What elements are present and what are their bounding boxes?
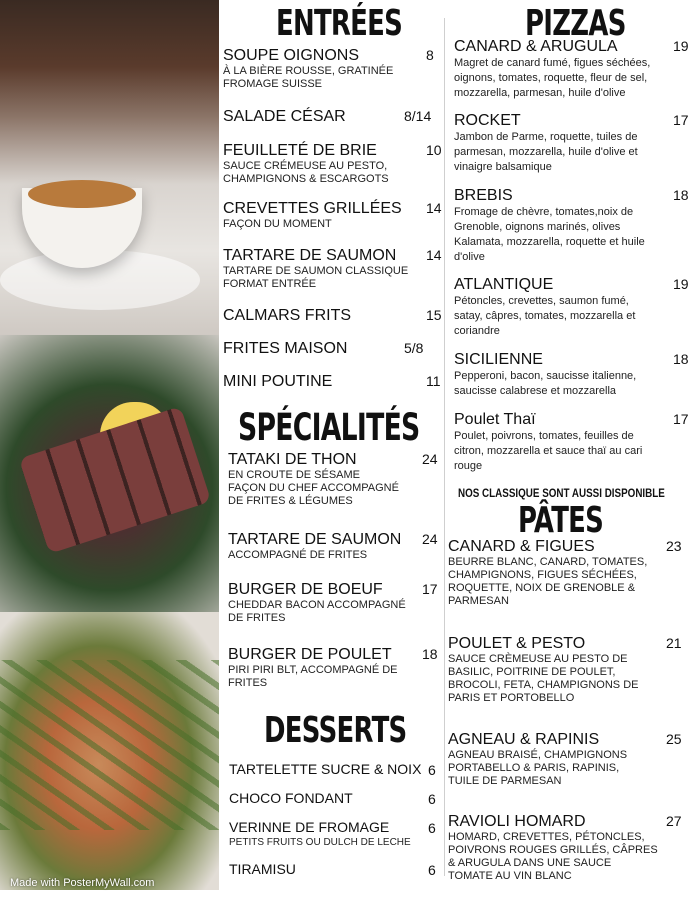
menu-item-name: AGNEAU & RAPINIS — [448, 731, 600, 748]
menu-item-name: FRITES MAISON — [223, 340, 348, 357]
menu-item-description: Fromage de chèvre, tomates,noix de Grenoble, oignons marinés, olives Kalamata, mozzarella, roquette et huile d'olive — [454, 206, 645, 263]
menu-item — [448, 813, 658, 883]
menu-item-description: ACCOMPAGNÉ DE FRITES — [228, 549, 368, 561]
menu-item-price: 27 — [666, 813, 682, 829]
menu-item-name: SALADE CÉSAR — [223, 108, 346, 125]
menu-item — [454, 276, 669, 339]
menu-item-price: 19 — [673, 38, 689, 54]
menu-item-name: MINI POUTINE — [223, 373, 333, 390]
menu-item-description: FAÇON DU MOMENT — [223, 218, 332, 230]
menu-item-name: POULET & PESTO — [448, 635, 586, 652]
menu-item-price: 23 — [666, 538, 682, 554]
menu-item-price: 19 — [673, 276, 689, 292]
menu-item — [454, 351, 669, 399]
menu-item — [454, 38, 669, 101]
menu-item — [228, 531, 420, 562]
menu-item-description: AGNEAU BRAISÉ, CHAMPIGNONS PORTABELLO & PARIS, RAPINIS, TUILE DE PARMESAN — [448, 749, 628, 787]
menu-item-price: 5/8 — [404, 340, 424, 356]
menu-item-description: SAUCE CRÈMEUSE AU PESTO DE BASILIC, POITRINE DE POULET, BROCOLI, FETA, CHAMPIGNONS DE PARIS ET PORTOBELLO — [448, 653, 639, 704]
menu-item — [229, 789, 429, 807]
menu-item — [223, 307, 423, 325]
menu-item-name: CANARD & FIGUES — [448, 538, 595, 555]
arugula-topping — [0, 660, 219, 830]
menu-item-name: BURGER DE BOEUF — [228, 581, 383, 598]
menu-item-price: 25 — [666, 731, 682, 747]
menu-item-name: SOUPE OIGNONS — [223, 47, 360, 64]
watermark: Made with PosterMyWall.com — [10, 877, 155, 889]
menu-item-price: 14 — [426, 200, 442, 216]
menu-item-price: 18 — [673, 351, 689, 367]
menu-item-price: 17 — [673, 411, 689, 427]
menu-item — [454, 187, 669, 265]
menu-item-price: 24 — [422, 451, 438, 467]
menu-item-description: EN CROUTE DE SÉSAME FAÇON DU CHEF ACCOMPAGNÉ DE FRITES & LÉGUMES — [228, 469, 399, 507]
menu-item — [223, 108, 423, 126]
menu-item-name: CHOCO FONDANT — [229, 790, 353, 806]
menu-item-description: À LA BIÈRE ROUSSE, GRATINÉE FROMAGE SUISSE — [223, 65, 394, 90]
menu-item — [448, 731, 658, 788]
menu-item-name: CREVETTES GRILLÉES — [223, 200, 402, 217]
menu-item-name: BURGER DE POULET — [228, 646, 392, 663]
menu-item-description: PIRI PIRI BLT, ACCOMPAGNÉ DE FRITES — [228, 664, 398, 689]
menu-item — [223, 373, 423, 391]
desserts-heading: DESSERTS — [264, 710, 407, 751]
menu-item-name: ROCKET — [454, 112, 521, 129]
menu-item-price: 18 — [422, 646, 438, 662]
menu-item-description: Pétoncles, crevettes, saumon fumé, satay, câpres, tomates, mozzarella et coriandre — [454, 295, 636, 337]
menu-item-name: FEUILLETÉ DE BRIE — [223, 142, 377, 159]
menu-item-price: 17 — [673, 112, 689, 128]
menu-item — [454, 411, 669, 474]
menu-item-description: SAUCE CRÉMEUSE AU PESTO, CHAMPIGNONS & ESCARGOTS — [223, 160, 389, 185]
classics-notice: NOS CLASSIQUE SONT AUSSI DISPONIBLE — [458, 486, 665, 500]
menu-item-name: TARTARE DE SAUMON — [223, 247, 397, 264]
menu-item-price: 24 — [422, 531, 438, 547]
menu-item — [229, 760, 429, 778]
specialites-heading: SPÉCIALITÉS — [238, 406, 420, 449]
menu-item-name: TATAKI DE THON — [228, 451, 357, 468]
menu-item — [223, 200, 423, 231]
menu-item-name: BREBIS — [454, 187, 513, 204]
menu-item-price: 8 — [426, 47, 434, 63]
menu-item-description: BEURRE BLANC, CANARD, TOMATES, CHAMPIGNONS, FIGUES SÉCHÉES, ROQUETTE, NOIX DE GRENOBLE & PARMESAN — [448, 556, 648, 607]
menu-item-name: RAVIOLI HOMARD — [448, 813, 586, 830]
menu-item-description: HOMARD, CREVETTES, PÉTONCLES, POIVRONS ROUGES GRILLÉS, CÂPRES & ARUGULA DANS UNE SAUCE TOMATE AU VIN BLANC — [448, 831, 658, 882]
menu-item — [228, 581, 420, 625]
entrees-heading: ENTRÉES — [276, 3, 403, 44]
menu-item-description: CHEDDAR BACON ACCOMPAGNÉ DE FRITES — [228, 599, 406, 624]
menu-item-description: Pepperoni, bacon, saucisse italienne, saucisse calabrese et mozzarella — [454, 370, 637, 397]
menu-item — [229, 818, 429, 849]
menu-item-name: TARTARE DE SAUMON — [228, 531, 402, 548]
menu-item-price: 21 — [666, 635, 682, 651]
menu-item-price: 6 — [428, 862, 436, 878]
menu-item — [228, 646, 420, 690]
menu-item-name: CALMARS FRITS — [223, 307, 352, 324]
menu-item-description: Poulet, poivrons, tomates, feuilles de citron, mozzarella et sauce thaï au cari rouge — [454, 430, 643, 472]
menu-item-price: 11 — [426, 373, 441, 389]
pates-heading: PÂTES — [518, 500, 604, 541]
menu-item-price: 6 — [428, 762, 436, 778]
menu-item-price: 15 — [426, 307, 442, 323]
menu-item — [229, 860, 429, 878]
column-divider — [444, 18, 445, 876]
menu-item-name: TARTELETTE SUCRE & NOIX — [229, 761, 422, 777]
menu-item-description: Magret de canard fumé, figues séchées, oignons, tomates, roquette, fleur de sel, mozzarella, parmesan, huile d'olive — [454, 57, 651, 99]
menu-item-price: 8/14 — [404, 108, 432, 124]
menu-item — [448, 538, 658, 608]
menu-item-price: 10 — [426, 142, 442, 158]
menu-item-name: SICILIENNE — [454, 351, 543, 368]
menu-item-description: Jambon de Parme, roquette, tuiles de parmesan, mozzarella, huile d'olive et vinaigre balsamique — [454, 131, 638, 173]
menu-item-name: TIRAMISU — [229, 861, 296, 877]
menu-item — [223, 340, 423, 358]
photo-column — [0, 0, 219, 890]
soup-crouton — [28, 180, 136, 208]
menu-item-name: ATLANTIQUE — [454, 276, 554, 293]
menu-item — [223, 47, 423, 91]
menu-item — [223, 247, 423, 291]
menu-item-price: 17 — [422, 581, 438, 597]
menu-item-price: 6 — [428, 820, 436, 836]
menu-item-description: PETITS FRUITS OU DULCH DE LECHE — [229, 837, 411, 848]
menu-item — [228, 451, 420, 508]
menu-item-price: 6 — [428, 791, 436, 807]
menu-item-description: TARTARE DE SAUMON CLASSIQUE FORMAT ENTRÉE — [223, 265, 409, 290]
pizzas-heading: PIZZAS — [525, 3, 626, 44]
menu-item — [223, 142, 423, 186]
menu-item — [448, 635, 658, 705]
menu-item-price: 18 — [673, 187, 689, 203]
menu-item-name: VERINNE DE FROMAGE — [229, 819, 390, 835]
menu-item-price: 14 — [426, 247, 442, 263]
menu-item — [454, 112, 669, 175]
menu-item-name: Poulet Thaï — [454, 411, 536, 428]
menu-item-name: CANARD & ARUGULA — [454, 38, 618, 55]
